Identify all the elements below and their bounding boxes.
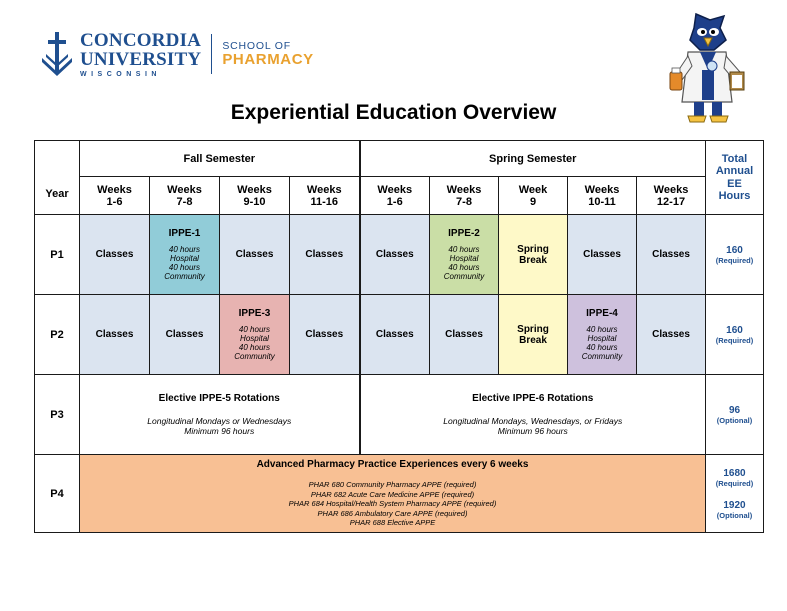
year-p3: P3 — [35, 375, 80, 455]
p4-total-hours: 1680 (Required) 1920 (Optional) — [706, 455, 764, 533]
concordia-cross-logo-icon — [40, 32, 74, 76]
university-name-line1: CONCORDIA — [80, 29, 202, 51]
spring-weeks-1-6: Weeks 1-6 — [360, 177, 430, 215]
university-state: WISCONSIN — [80, 70, 161, 78]
spring-weeks-12-17: Weeks 12-17 — [637, 177, 706, 215]
p2-fall-classes-2: Classes — [150, 295, 220, 375]
year-p2: P2 — [35, 295, 80, 375]
p3-total-hours: 96 (Optional) — [706, 375, 764, 455]
appe-course: PHAR 688 Elective APPE — [349, 518, 436, 528]
p2-ippe-4: IPPE-4 40 hours Hospital 40 hours Community — [568, 295, 637, 375]
spring-weeks-10-11: Weeks 10-11 — [568, 177, 637, 215]
total-hours-header: Total Annual EE Hours — [706, 141, 764, 215]
p2-spring-break: Spring Break — [499, 295, 568, 375]
year-p4: P4 — [35, 455, 80, 533]
p2-ippe-3: IPPE-3 40 hours Hospital 40 hours Community — [220, 295, 290, 375]
year-p1: P1 — [35, 215, 80, 295]
fall-weeks-9-10: Weeks 9-10 — [220, 177, 290, 215]
p1-spring-break: Spring Break — [499, 215, 568, 295]
experiential-education-table — [34, 140, 764, 533]
appe-course: PHAR 680 Community Pharmacy APPE (required) — [308, 480, 477, 490]
p1-spring-classes-1: Classes — [360, 215, 430, 295]
pharmacy-label: PHARMACY — [222, 50, 314, 68]
p1-fall-classes-2: Classes — [220, 215, 290, 295]
school-of-label: SCHOOL OF — [222, 39, 291, 52]
p4-appe-block: Advanced Pharmacy Practice Experiences every 6 weeks PHAR 680 Community Pharmacy APPE (required) PHAR 682 Acute Care Medicine APPE (required) PHAR 684 Hospital/Health System Pharmacy APPE (required) PHAR 686 Ambulatory Care APPE (required) PHAR 688 Elective APPE — [80, 455, 706, 533]
p1-total-hours: 160 (Required) — [706, 215, 764, 295]
university-name-line2: UNIVERSITY — [80, 48, 202, 70]
spring-semester-header: Spring Semester — [360, 141, 706, 177]
concordia-logo — [40, 30, 314, 78]
logo-divider — [211, 34, 212, 74]
spring-week-9: Week 9 — [499, 177, 568, 215]
p1-fall-classes-1: Classes — [80, 215, 150, 295]
appe-course: PHAR 682 Acute Care Medicine APPE (required) — [310, 489, 475, 499]
p2-fall-classes-1: Classes — [80, 295, 150, 375]
p1-ippe-2: IPPE-2 40 hours Hospital 40 hours Community — [430, 215, 499, 295]
fall-weeks-11-16: Weeks 11-16 — [290, 177, 360, 215]
p1-fall-classes-3: Classes — [290, 215, 360, 295]
p3-elective-ippe-6: Elective IPPE-6 Rotations Longitudinal Mondays, Wednesdays, or Fridays Minimum 96 hours — [360, 375, 706, 455]
p2-spring-classes-1: Classes — [360, 295, 430, 375]
p2-total-hours: 160 (Required) — [706, 295, 764, 375]
year-header: Year — [35, 141, 80, 215]
p2-fall-classes-3: Classes — [290, 295, 360, 375]
appe-course: PHAR 684 Hospital/Health System Pharmacy APPE (required) — [288, 499, 497, 509]
spring-weeks-7-8: Weeks 7-8 — [430, 177, 499, 215]
p1-ippe-1: IPPE-1 40 hours Hospital 40 hours Community — [150, 215, 220, 295]
page-title: Experiential Education Overview — [230, 101, 557, 124]
p1-spring-classes-2: Classes — [568, 215, 637, 295]
p2-spring-classes-2: Classes — [430, 295, 499, 375]
fall-semester-header: Fall Semester — [80, 141, 360, 177]
p1-spring-classes-3: Classes — [637, 215, 706, 295]
p2-spring-classes-3: Classes — [637, 295, 706, 375]
p3-elective-ippe-5: Elective IPPE-5 Rotations Longitudinal Mondays or Wednesdays Minimum 96 hours — [80, 375, 360, 455]
appe-course: PHAR 686 Ambulatory Care APPE (required) — [317, 508, 468, 518]
fall-weeks-7-8: Weeks 7-8 — [150, 177, 220, 215]
fall-weeks-1-6: Weeks 1-6 — [80, 177, 150, 215]
